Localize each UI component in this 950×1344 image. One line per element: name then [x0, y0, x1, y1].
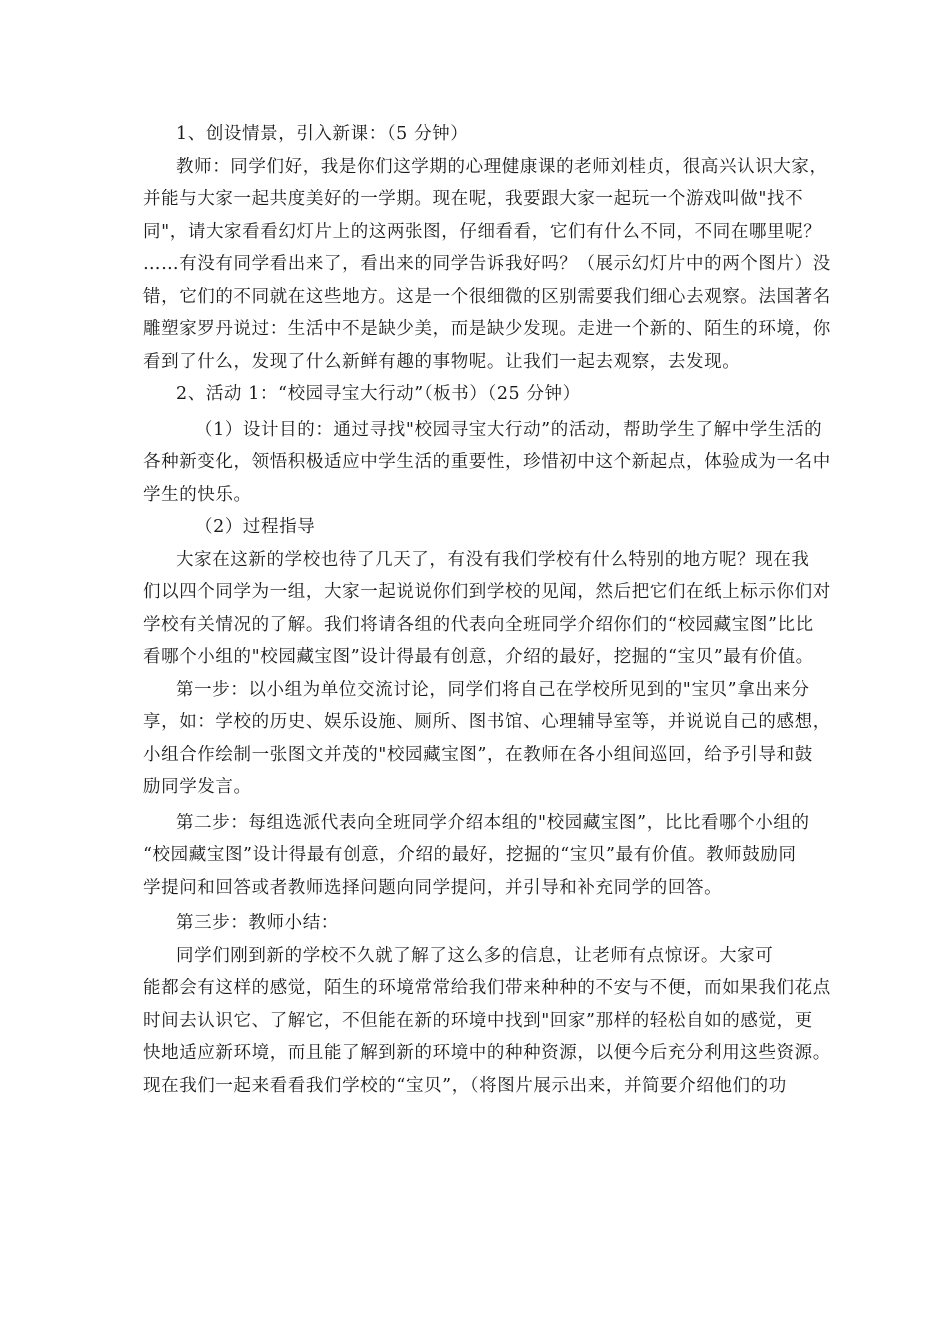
step-three-line: 第三步：教师小结： — [176, 913, 339, 933]
document-page — [143, 118, 831, 1102]
paragraph-line: 学生的快乐。 — [143, 484, 252, 505]
paragraph-line: 现在我们一起来看看我们学校的“宝贝”，（将图片展示出来，并简要介绍他们的功 — [143, 1075, 787, 1096]
step-two-line: 第二步：每组选派代表向全班同学介绍本组的"校园藏宝图”，比比看哪个小组的 — [176, 812, 810, 833]
paragraph-line: 能都会有这样的感觉，陌生的环境常常给我们带来种种的不安与不便，而如果我们花点 — [143, 978, 831, 998]
paragraph-line: ……有没有同学看出来了，看出来的同学告诉我好吗？（展示幻灯片中的两个图片）没 — [143, 254, 831, 274]
subheading-design-purpose: （1）设计目的：通过寻找"校园寻宝大行动”的活动，帮助学生了解中学生活的 — [195, 419, 823, 440]
paragraph-line: 快地适应新环境，而且能了解到新的环境中的种种资源，以便今后充分利用这些资源。 — [143, 1043, 831, 1063]
paragraph-line: 教师：同学们好，我是你们这学期的心理健康课的老师刘桂贞，很高兴认识大家， — [176, 156, 828, 177]
step-one-line: 第一步：以小组为单位交流讨论，同学们将自己在学校所见到的"宝贝”拿出来分 — [176, 679, 810, 700]
paragraph-line: 并能与大家一起共度美好的一学期。现在呢，我要跟大家一起玩一个游戏叫做"找不 — [143, 189, 804, 209]
paragraph-line: 学校有关情况的了解。我们将请各组的代表向全班同学介绍你们的“校园藏宝图”比比 — [143, 614, 814, 635]
paragraph-line: 看哪个小组的"校园藏宝图”设计得最有创意，介绍的最好，挖掘的“宝贝”最有价值。 — [143, 647, 814, 667]
section-heading-1: 1、创设情景，引入新课：（5 分钟） — [176, 124, 469, 144]
paragraph-line: 同"，请大家看看幻灯片上的这两张图，仔细看看，它们有什么不同，不同在哪里呢？ — [143, 221, 822, 242]
paragraph-line: 享，如：学校的历史、娱乐设施、厕所、图书馆、心理辅导室等，并说说自己的感想， — [143, 712, 831, 732]
section-heading-2: 2、活动 1：“校园寻宝大行动”（板书）（25 分钟） — [176, 384, 581, 404]
paragraph-line: 时间去认识它、了解它，不但能在新的环境中找到"回家”那样的轻松自如的感觉，更 — [143, 1010, 813, 1031]
subheading-process-guide: （2）过程指导 — [195, 517, 316, 537]
paragraph-line: 大家在这新的学校也待了几天了，有没有我们学校有什么特别的地方呢？现在我 — [176, 549, 810, 570]
paragraph-line: 错，它们的不同就在这些地方。这是一个很细微的区别需要我们细心去观察。法国著名 — [143, 286, 831, 307]
paragraph-line: 们以四个同学为一组，大家一起说说你们到学校的见闻，然后把它们在纸上标示你们对 — [143, 582, 831, 602]
paragraph-line: 雕塑家罗丹说过：生活中不是缺少美，而是缺少发现。走进一个新的、陌生的环境，你 — [143, 319, 831, 339]
paragraph-line: “校园藏宝图”设计得最有创意，介绍的最好，挖掘的“宝贝”最有价值。教师鼓励同 — [143, 845, 797, 865]
paragraph-line: 各种新变化，领悟积极适应中学生活的重要性，珍惜初中这个新起点，体验成为一名中 — [143, 452, 831, 472]
paragraph-line: 看到了什么，发现了什么新鲜有趣的事物呢。让我们一起去观察，去发现。 — [143, 351, 741, 372]
paragraph-line: 同学们刚到新的学校不久就了解了这么多的信息，让老师有点惊讶。大家可 — [176, 945, 774, 966]
paragraph-line: 小组合作绘制一张图文并茂的"校园藏宝图”，在教师在各小组间巡回，给予引导和鼓 — [143, 744, 813, 765]
paragraph-line: 励同学发言。 — [143, 777, 252, 797]
paragraph-line: 学提问和回答或者教师选择问题向同学提问，并引导和补充同学的回答。 — [143, 877, 723, 898]
